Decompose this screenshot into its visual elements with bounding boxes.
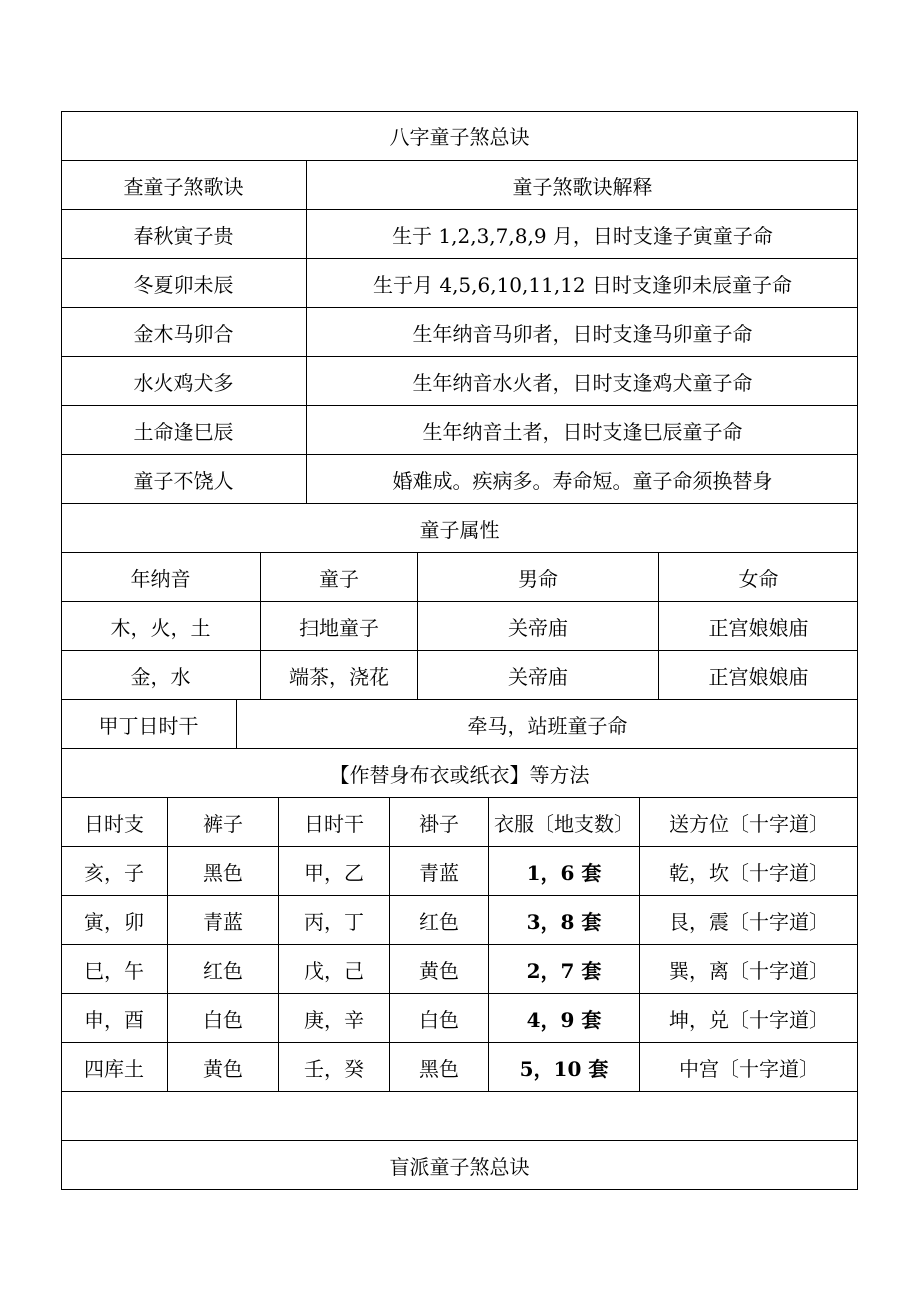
attributes-title: 童子属性 (419, 517, 500, 542)
methods-header-cell: 日时干 (278, 798, 389, 846)
verse-cell: 水火鸡犬多 (133, 370, 234, 395)
attributes-header-cell: 童子 (260, 553, 417, 601)
methods-title: 【作替身布衣或纸衣】等方法 (329, 762, 590, 787)
special-value: 牵马，站班童子命 (236, 700, 858, 748)
special-label: 甲丁日时干 (98, 713, 199, 738)
verse-cell: 金木马卯合 (133, 321, 234, 346)
direction-cell: 巽，离〔十字道〕 (639, 945, 858, 993)
jacket-cell: 黑色 (389, 1043, 488, 1091)
verse-header-col2: 童子煞歌诀解释 (306, 161, 858, 209)
attributes-header-cell: 男命 (417, 553, 658, 601)
table-title: 八字童子煞总诀 (389, 124, 530, 149)
clothes-count-cell: 3，8 套 (488, 896, 639, 944)
methods-title-row (61, 748, 858, 797)
verse-explanation-cell: 生年纳音马卯者，日时支逢马卯童子命 (306, 308, 858, 356)
blank-cell (61, 1092, 858, 1140)
methods-header-cell: 衣服〔地支数〕 (488, 798, 639, 846)
verse-header-col1: 查童子煞歌诀 (123, 174, 244, 199)
clothes-count-cell: 5，10 套 (488, 1043, 639, 1091)
table-row (61, 356, 858, 405)
methods-header-cell: 褂子 (389, 798, 488, 846)
methods-header-cell: 送方位〔十字道〕 (639, 798, 858, 846)
tongzi-cell: 扫地童子 (260, 602, 417, 650)
pants-cell: 黑色 (167, 847, 278, 895)
direction-cell: 坤，兑〔十字道〕 (639, 994, 858, 1042)
table-title-row (61, 111, 858, 160)
verse-explanation-cell: 生年纳音土者，日时支逢巳辰童子命 (306, 406, 858, 454)
direction-cell: 中宫〔十字道〕 (639, 1043, 858, 1091)
nayin-cell: 木，火，土 (110, 615, 211, 640)
attributes-header-cell: 年纳音 (130, 566, 191, 591)
branch-cell: 寅，卯 (84, 909, 144, 934)
male-cell: 关帝庙 (417, 602, 658, 650)
verse-cell: 春秋寅子贵 (133, 223, 234, 248)
tongzi-cell: 端茶，浇花 (260, 651, 417, 699)
verse-header-row (61, 160, 858, 209)
table-row (61, 405, 858, 454)
verse-cell: 童子不饶人 (133, 468, 234, 493)
pants-cell: 红色 (167, 945, 278, 993)
table-row (61, 846, 858, 895)
direction-cell: 乾，坎〔十字道〕 (639, 847, 858, 895)
direction-cell: 艮，震〔十字道〕 (639, 896, 858, 944)
verse-explanation-cell: 生于月 4,5,6,10,11,12 日时支逢卯未辰童子命 (306, 259, 858, 307)
table-row (61, 258, 858, 307)
clothes-count-cell: 2，7 套 (488, 945, 639, 993)
jacket-cell: 青蓝 (389, 847, 488, 895)
footer-title: 盲派童子煞总诀 (389, 1154, 530, 1179)
table-row (61, 1042, 858, 1091)
table-row (61, 650, 858, 699)
attributes-title-row (61, 503, 858, 552)
special-row (61, 699, 858, 748)
methods-header-cell: 裤子 (167, 798, 278, 846)
stem-cell: 庚，辛 (278, 994, 389, 1042)
verse-explanation-cell: 生于 1,2,3,7,8,9 月，日时支逢子寅童子命 (306, 210, 858, 258)
branch-cell: 申，酉 (84, 1007, 144, 1032)
table-row (61, 209, 858, 258)
male-cell: 关帝庙 (417, 651, 658, 699)
footer-title-row (61, 1140, 858, 1190)
attributes-header-cell: 女命 (658, 553, 858, 601)
table-row (61, 454, 858, 503)
clothes-count-cell: 1，6 套 (488, 847, 639, 895)
nayin-cell: 金，水 (130, 664, 191, 689)
female-cell: 正宫娘娘庙 (658, 651, 858, 699)
branch-cell: 亥，子 (84, 860, 144, 885)
verse-explanation-cell: 婚难成。疾病多。寿命短。童子命须换替身 (306, 455, 858, 503)
stem-cell: 甲，乙 (278, 847, 389, 895)
stem-cell: 壬，癸 (278, 1043, 389, 1091)
stem-cell: 丙，丁 (278, 896, 389, 944)
attributes-header-row (61, 552, 858, 601)
jacket-cell: 红色 (389, 896, 488, 944)
table-row (61, 601, 858, 650)
blank-row (61, 1091, 858, 1140)
verse-explanation-cell: 生年纳音水火者，日时支逢鸡犬童子命 (306, 357, 858, 405)
jacket-cell: 黄色 (389, 945, 488, 993)
table-row (61, 895, 858, 944)
stem-cell: 戊，己 (278, 945, 389, 993)
branch-cell: 巳，午 (84, 958, 144, 983)
jacket-cell: 白色 (389, 994, 488, 1042)
methods-header-row (61, 797, 858, 846)
branch-cell: 四库土 (84, 1056, 144, 1081)
methods-header-cell: 日时支 (84, 811, 144, 836)
pants-cell: 青蓝 (167, 896, 278, 944)
table-row (61, 307, 858, 356)
female-cell: 正宫娘娘庙 (658, 602, 858, 650)
verse-cell: 冬夏卯未辰 (133, 272, 234, 297)
pants-cell: 黄色 (167, 1043, 278, 1091)
clothes-count-cell: 4，9 套 (488, 994, 639, 1042)
verse-cell: 土命逢巳辰 (133, 419, 234, 444)
table-row (61, 944, 858, 993)
pants-cell: 白色 (167, 994, 278, 1042)
table-row (61, 993, 858, 1042)
